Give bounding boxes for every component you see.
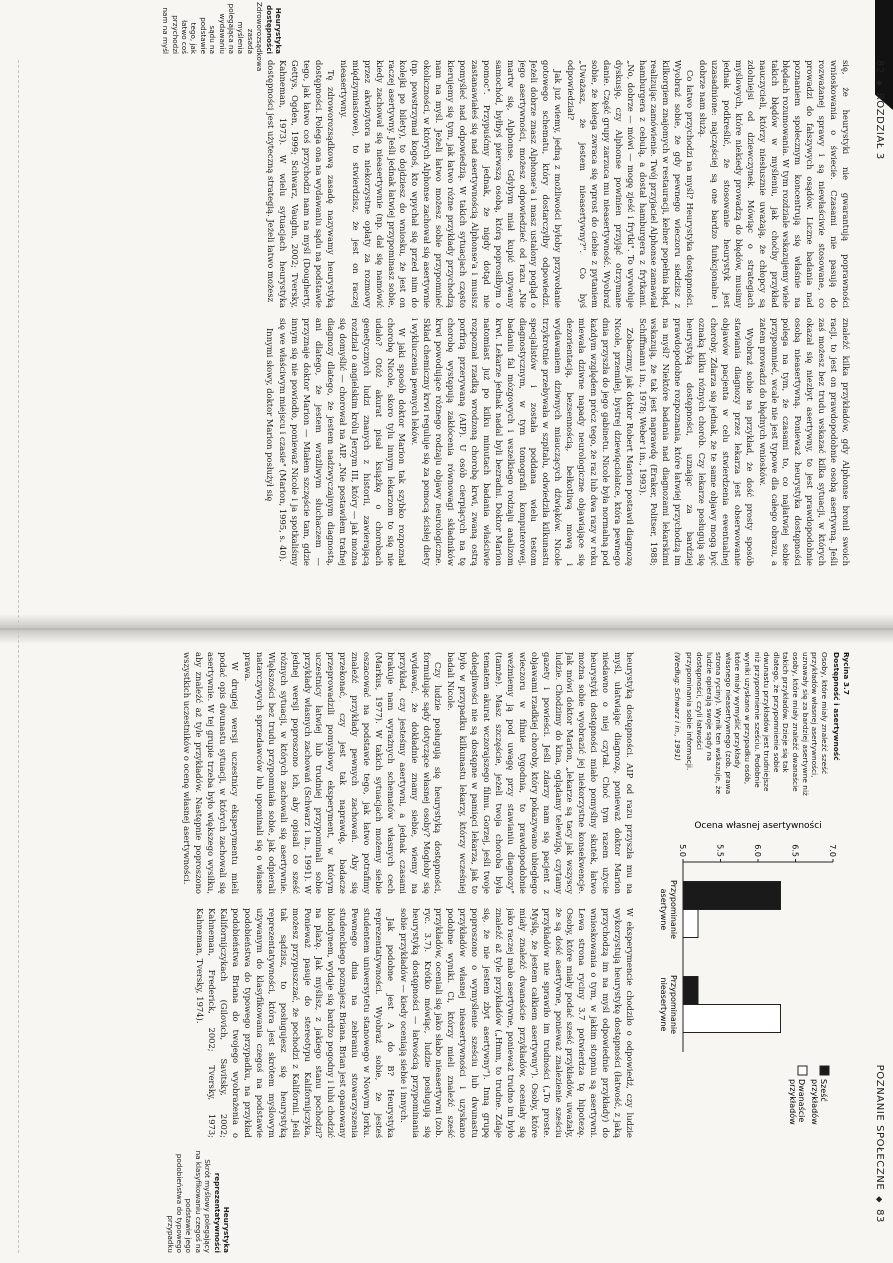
chart-bar [683,977,698,1005]
right-running-head [874,1065,885,1223]
paragraph: Co łatwo przychodzi na myśl? Heurystyka dostępności. Wyobraź sobie, że gdy pewnego wieczoru siedzisz z kilkorgiem znajomych w restauracji, kelner popełnia błąd, realizując zamówienie. Twój przyjaciel Alphonse zamawiał hamburgera z cebulą, a dostał hamburgera z frytkami. „No, dobrze — mówi — mogę zjeść i frytki". To wywołuje dyskusję, czy Alphonse powinien przyjąć otrzymane danie. Część grupy zarzuca mu nieasertywność. Wyobraź sobie, że kolega zwraca się wprost do ciebie z pytaniem „Uważasz, że jestem nieasertywny?". Co byś odpowiedział? [566,60,696,308]
y-axis-label: Ocena własnej asertywności [694,821,822,831]
figure-number: Rycina 3.7 [842,652,851,696]
paragraph: W jaki sposób doktor Marion tak szybko rozpoznał chorobę Nicole, skoro tylu innym lekarzom to się nie udało? Otóż akurat pisał książkę o chorobach genetycznych ludzi znanych z historii, zawierającą rozdział o angielskim królu Jerzym III, który — jak można się domyślić — chorował na AIP. „Nie postawiłem trafnej diagnozy dlatego, że jestem nadzwyczajnym diagnostą, ani dlatego, że jestem wrażliwym słuchaczem — przyznaje doktor Marion — Miałem szczęście tam, gdzie innym się nie powiodło, ponieważ Nicole i ja spotkaliśmy się we właściwym miejscu i czasie" (Marion, 1995, s. 40). [278,318,408,566]
paragraph: Wyobraź sobie na przykład, że dość prosty sposób stawiania diagnozy przez lekarza jest obserwowanie objawów pacjenta w celu stwierdzenia ewentualnej choroby. Zdarza się jednak, że te same objawy mogą być oznaką kilku różnych chorób. Czy lekarze posługują się heurystyką dostępności, uznając za bardziej prawdopodobne rozpoznania, które łatwiej przychodzą im na myśl? Niektóre badania nad diagnozami lekarskimi wskazują, że tak jest naprawdę (Eraker, Politser, 1988; Schiffmann i in., 1978; Weber i in., 1993). [637,318,755,566]
margin-note-availability [161,2,283,72]
x-category-label: Przypominanie [669,879,678,940]
left-column-a [61,60,851,308]
paragraph: się, że heurystyki nie gwarantują poprawności wnioskowania o świecie. Czasami nie pasują do rozważanej sprawy i są niewłaściwie stosowane, co prowadzi do fałszywych osądów. Liczne badania nad poznaniem społecznym koncentrują się właśnie na błędach rozumowania. W tym rozdziale wskazujemy wiele takich błędów w myśleniu, jak choćby przykład nauczycieli, którzy niesłusznie uważają, że chłopcy są zdolniejsi od dziewczynek. Mówiąc o strategiach myślowych, które niekiedy prowadzą do błędów, musimy jednak podkreślić, że stosowanie heurystyk jest uzasadnione: najczęściej są one bardzo funkcjonalne i dobrze nam służą. [698,60,851,308]
y-tick-label: 6.5 [790,844,800,857]
chart-bar [683,882,781,910]
chart-bar [683,910,698,938]
y-tick-label: 7.0 [828,844,837,857]
paragraph: W eksperymencie chodziło o odpowiedź, czy ludzie wykorzystują heurystykę dostępności (łatwość, z jaką przychodzą im na myśl odpowiednie przykłady) do wnioskowania o tym, w jakim stopniu są asertywni. Lewa strona ryciny 3.7 potwierdza tę hipotezę. Osoby, które miały podać sześć przykładów, uważały, że są dość asertywne, ponieważ znalezienie sześciu przykładów nie sprawiło im trudności („To proste. Myślę, że jestem całkiem asertywny"). Osoby, które miały znaleźć dwanaście przykładów, oceniały się jako raczej mało asertywne, ponieważ trudno im było znaleźć aż tyle przykładów („Hmm, to trudne. Zdaje się, że nie jestem zbyt asertywny"). Inną grupę poproszono o wymyślenie sześciu lub dwunastu przykładów własnej nieasertywności i uzyskano podobne wyniki. Ci, którzy mieli znaleźć sześć przykładów, oceniali się jako słabo nieasertywni (zob. ryc. 3.7). Krótko mówiąc, ludzie posługują się heurystyką dostępności — łatwością przypominania sobie przykładów — kiedy oceniają siebie i innych. [398,908,635,1138]
left-running-head [874,60,885,160]
legend-swatch [798,1066,807,1075]
figure-source: (Według: Schwarz i in., 1991) [672,652,682,761]
chapter-title: ROZDZIAŁ 3 [874,92,885,160]
right-column-b [45,908,635,1138]
legend-swatch [820,1066,829,1075]
figure-caption-box [672,652,851,802]
legend-label: Dwanaście [797,1079,806,1123]
right-page [0,640,893,1263]
assertiveness-bar-chart [651,816,851,1136]
paragraph: Tę zdroworozsądkową zasadę nazywamy heurystyką dostępności. Polega ona na wydawaniu sądu na podstawie tego, jak łatwo coś przychodzi nam na myśl (Dougherty, Gettys, Ogden, 1999; Schwarz, Vaughn, 2002; Tversky, Kahneman, 1973). W wielu sytuacjach heurystyka dostępności jest użyteczną strategią. Jeżeli łatwo możesz [266,60,337,308]
legend-label: Sześć [819,1079,828,1102]
paragraph: znaleźć kilka przykładów, gdy Alphonse bronił swoich racji, to jest on prawdopodobnie osobą asertywną. Jeśli zaś możesz bez trudu wskazać kilka sytuacji, w których okazał się niezbyt asertywny, to jest prawdopodobnie osobą nieasertywną. Ponieważ heurystyka dostępności polega na tym, że czasami to, co najłatwiej sobie przypomnieć, wcale nie jest typowe dla całego obrazu, a zatem prowadzi do błędnych wniosków. [757,318,851,566]
section-title: POZNANIE SPOŁECZNE [874,1064,885,1191]
legend-label: przykładów [810,1079,819,1125]
left-column-b [61,318,851,566]
paragraph: Zobaczmy, jak doktor Robert Marion postawił diagnozę Nicole, przemiłej, bystrej dziewięciolatce, która pewnego dnia przyszła do jego gabinetu. Nicole była normalną pod każdym względem prócz tego, że raz lub dwa razy w roku miewała dziwne napady neurologiczne objawiające się dezorientacją, bezsennością, bełkotliwą mową i wydawaniem dziwnych miauczących dźwięków. Nicole trzykrotnie przebywała w szpitalu, odwiedziła kilkunastu specjalistów i została poddana wielu testom diagnostycznym, w tym tomografii komputerowej, badaniu fal mózgowych i wszelkiego rodzaju analizom krwi. Lekarze jednak nadal byli bezradni. Doktor Marion natomiast już po kilku minutach badania właściwie rozpoznał rzadką wrodzoną chorobę krwi, zwaną ostrą porfirią przerywaną (AIP). U osób cierpiących na tę chorobę występują zakłócenia równowagi składników krwi powodujące różnego rodzaju objawy neurologiczne. Skład chemiczny krwi reguluje się za pomocą ścisłej diety i wykluczenia pewnych leków. [410,318,635,566]
paragraph: Jak podobne jest A do B? Heurystyka reprezentatywności. Wyobraź sobie, że jesteś studentem uniwersytetu stanowego w Nowym Jorku. Pewnego dnia na zebraniu stowarzyszenia studenckiego poznajesz Briana. Brian jest opanowany blondynem, wydaje się bardzo pogodny i lubi chodzić na plażę. Jak myślisz, z jakiego stanu pochodzi? Ponieważ pasuje do stereotypu Kalifornijczyka, możesz przypuszczać, że pochodzi z Kalifornii. Jeśli tak sądzisz, to posługujesz się heurystyką reprezentatywności, która jest skrótem myślowym używanym do klasyfikowania czegoś na podstawie podobieństwa do typowego przypadku, na przykład podobieństwa Briana do twojego wyobrażenia o Kalifornijczykach (Gilovich, Savitsky, 2002; Kahneman, Frederick, 2002; Tversky, 1973; Kahneman, Tversky, 1974). [195,908,396,1138]
scan-bottom-line [18,60,19,1253]
right-page-number: 83 [874,1209,885,1223]
x-category-label: nieasertywne [659,977,668,1032]
x-category-label: asertywne [659,888,668,931]
right-column-a [45,652,635,894]
paragraph: W drugiej wersji uczestnicy eksperymentu mieli podać opis dwunastu sytuacji, w których zachowali się asertywnie. W tej grupie trzeba było większego wysiłku, aby znaleźć aż tyle przykładów. Następnie poproszono wszystkich uczestników o ocenę własnej asertywności. [182,652,241,894]
legend-label: przykładów [788,1079,797,1125]
x-category-label: Przypominanie [669,974,678,1035]
paragraph: heurystyką dostępności. AIP od razu przyszła mu na myśl, ułatwiając diagnozę, ponieważ doktor Marion niedawno o niej czytał. Choć tym razem użycie heurystyki dostępności miało pomyślny skutek, łatwo można sobie wyobrazić jej niekorzystne konsekwencje. Jak mówi doktor Marion, „lekarze są tacy jak wszyscy ludzie. Chodzimy do kina, oglądamy telewizję, czytamy gazety i powieści. Jeśli zdarzy nam się pacjent z objawami rzadkiej choroby, który pokazywano ubiegłego wieczoru w filmie tygodnia, to prawdopodobnie weźmiemy ją pod uwagę przy stawianiu diagnozy" (tamże). Masz szczęście, jeżeli twoja choroba była tematem akurat wczorajszego filmu. Gorzej, jeśli twoje dolegliwości nie są dostępne w pamięci lekarza, jak to było w przypadku kilkunastu lekarzy, którzy wcześniej badali Nicole. [446,652,635,894]
figure-title: Dostępność i asertywność [832,652,842,761]
margin-note-title: Heurystyka reprezentatywności [212,1172,231,1253]
margin-note-title: Heurystyka dostępności [264,5,283,54]
diamond-icon: ◆ [875,79,884,87]
paragraph: Czy ludzie posługują się heurystyką dostępności, formułując sądy dotyczące własnej osoby? Mogłoby się wydawać, że dokładnie znamy siebie, wiemy na przykład, czy jesteśmy asertywni, a jednak czasami brakuje nam wyrażnych schematów własnych cech (Markus, 1977). W takich sytuacjach możemy siebie oszacować na podstawie tego, jak łatwo potrafimy znaleźć przykłady pewnych zachowań. Aby się przekonać, czy jest tak naprawdę, badacze przeprowadzili pomysłowy eksperyment, w którym uczestnicy łatwiej lub trudniej przypominali sobie przykłady własnych zachowań (Schwarz i in., 1991). W jednej wersji poproszono ich, aby opisali co sześć różnych sytuacji, w których zachowali się asertywnie. Większości bez trudu przypomniała sobie, jak odpierali natarczywych sprzedawców lub upominali się o własne prawa. [243,652,444,894]
chart-bar [683,1005,781,1033]
y-tick-label: 5.0 [678,844,687,857]
margin-note-text: Zdroworozsądkowa zasada myślenia polegająca na wydawaniu sądu na podstawie tego, jak łatwo coś przychodzi nam na myśl [161,2,265,72]
y-tick-label: 5.5 [715,844,725,857]
figure-caption: Osoby, które miały znaleźć sześć przykładów własnej asertywności, uznawały się za bardziej asertywne niż osoby, które miały znaleźć dwanaście takich przykładów. Dzieje się tak dlatego, że przypomnienie sobie dwunastu przykładów jest trudniejsze niż przypomnienie sześciu. Podobnie wyniki uzyskano w przypadku osób, które miały wymyślić przykłady własnego nieasertywnego (zob. prawa strona ryciny). Wynik ten wskazuje, że ludzie opierają swoje sądy na dostępności, czyli łatwości przypominania sobie informacji. [685,652,829,796]
margin-note-representativeness [165,1148,231,1253]
left-page-number: 82 [874,60,885,74]
margin-note-text: Skrót myślowy polegający na klasyfikowaniu czegoś na podstawie jego podobieństwa do typowego przypadku [165,1150,213,1253]
left-page [0,0,893,620]
paragraph: Innymi słowy, doktor Marion posłużył się [265,328,276,502]
y-tick-label: 6.0 [753,844,762,857]
paragraph: Jak już wiemy, jedną z możliwości byłoby przywołanie gotowego schematu, który dostarczyłby odpowiedzi. Jeżeli dobrze znasz Alphonse'a i masz ustalony pogląd o jego asertywności, możesz odpowiedzieć od razu „Nie martw się, Alphonse. Gdybym miał kupić używany samochód, byłbyś pierwszą osobą, którą poprosiłbym o pomoc". Przypuśćmy jednak, że nigdy dotąd nie zastanawiałeś się nad asertywnością Alphonse'a i musisz pomyśleć nad odpowiedzią. W takich sytuacjach często kierujemy się tym, jak łatwo różne przykłady przychodzą nam na myśl. Jeżeli łatwo możesz sobie przypomnieć okoliczności, w których Alphonse zachował się asertywnie (np. powstrzymał kogoś, kto wpychał się przed nim do kolejki po bilety), to dojdziesz do wniosku, że jest on raczej asertywny. Jeśli jednak łatwiej przypominasz sobie, kiedy zachował się nieasertywnie (np. dał się namówić przez akwizytora na niekorzystne opłaty za rozmowy międzymiastowe), to stwierdzisz, że jest on raczej nieasertywny. [338,60,564,308]
diamond-icon: ◆ [875,1196,884,1204]
